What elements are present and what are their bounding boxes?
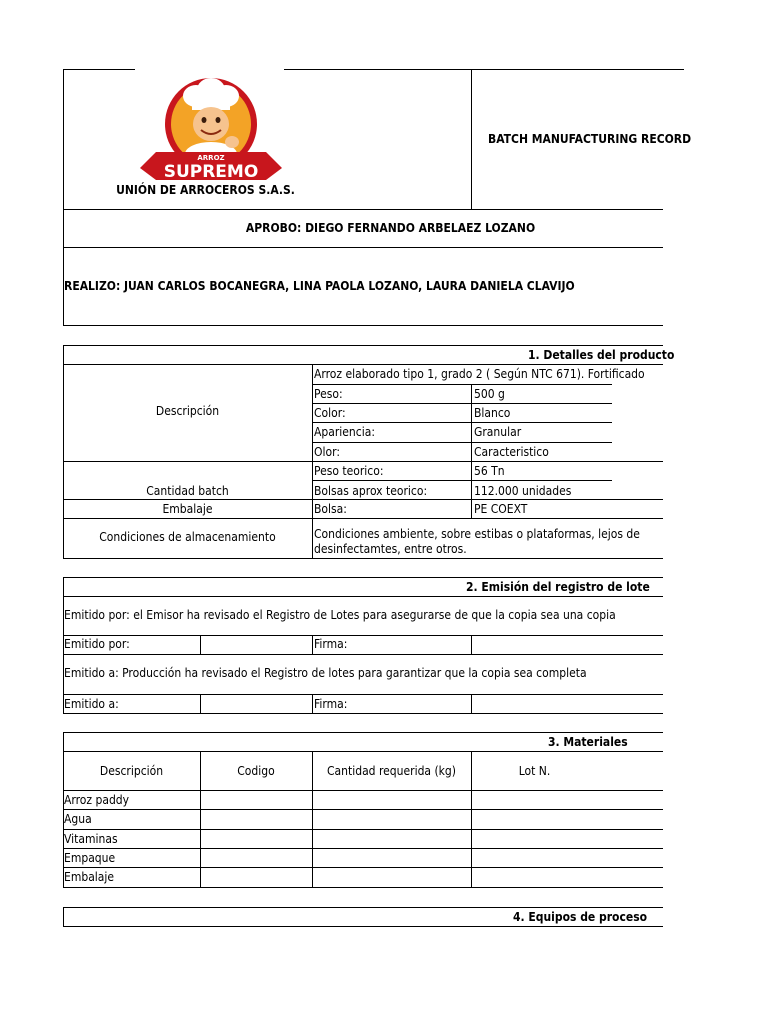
section2-title: 2. Emisión del registro de lote [466, 580, 650, 594]
theoretical-weight-value: 56 Tn [474, 464, 505, 478]
storage-text-line1: Condiciones ambiente, sobre estibas o plataformas, lejos de [314, 527, 640, 541]
company-name: UNIÓN DE ARROCEROS S.A.S. [116, 183, 295, 197]
batch-quantity-label: Cantidad batch [146, 484, 229, 498]
theoretical-weight-label: Peso teorico: [314, 464, 384, 478]
description-label: Descripción [155, 404, 220, 418]
col-required-qty: Cantidad requerida (kg) [326, 764, 456, 778]
logo-brand: SUPREMO [163, 162, 259, 182]
material-item: Embalaje [64, 870, 115, 884]
section1-title: 1. Detalles del producto [528, 348, 675, 362]
issued-to-note: Emitido a: Producción ha revisado el Registro de lotes para garantizar que la copia sea completa [64, 666, 587, 680]
made-by: REALIZO: JUAN CARLOS BOCANEGRA, LINA PAOLA LOZANO, LAURA DANIELA CLAVIJO [64, 279, 575, 293]
color-label: Color: [314, 406, 346, 420]
issued-by-label: Emitido por: [64, 637, 130, 651]
odor-value: Caracteristico [474, 445, 549, 459]
issued-to-signature-label: Firma: [314, 697, 348, 711]
color-value: Blanco [474, 406, 511, 420]
issued-to-label: Emitido a: [64, 697, 119, 711]
section4-title: 4. Equipos de proceso [513, 910, 648, 924]
weight-value: 500 g [474, 387, 505, 401]
issued-by-signature-label: Firma: [314, 637, 348, 651]
product-description-text: Arroz elaborado tipo 1, grado 2 ( Según NTC 671). Fortificado [314, 367, 645, 381]
col-code: Codigo [237, 764, 275, 778]
bag-label: Bolsa: [314, 502, 347, 516]
appearance-value: Granular [474, 425, 522, 439]
material-item: Vitaminas [64, 832, 118, 846]
bag-value: PE COEXT [474, 502, 528, 516]
company-logo [138, 68, 284, 182]
odor-label: Olor: [314, 445, 340, 459]
document-title: BATCH MANUFACTURING RECORD [488, 132, 692, 146]
col-lot-number: Lot N. [518, 764, 551, 778]
material-item: Empaque [64, 851, 116, 865]
section3-title: 3. Materiales [548, 735, 628, 749]
storage-label: Condiciones de almacenamiento [99, 530, 276, 544]
theoretical-bags-value: 112.000 unidades [474, 484, 572, 498]
theoretical-bags-label: Bolsas aprox teorico: [314, 484, 428, 498]
packaging-label: Embalaje [162, 502, 213, 516]
approved-by: APROBO: DIEGO FERNANDO ARBELAEZ LOZANO [245, 221, 536, 235]
material-item: Arroz paddy [64, 793, 130, 807]
weight-label: Peso: [314, 387, 343, 401]
issued-by-note: Emitido por: el Emisor ha revisado el Registro de Lotes para asegurarse de que la copia sea una copia [64, 608, 616, 622]
material-item: Agua [64, 812, 92, 826]
col-description: Descripción [99, 764, 164, 778]
logo-brand-small: ARROZ [197, 154, 225, 162]
storage-text-line2: desinfectamtes, entre otros. [314, 542, 467, 556]
appearance-label: Apariencia: [314, 425, 375, 439]
